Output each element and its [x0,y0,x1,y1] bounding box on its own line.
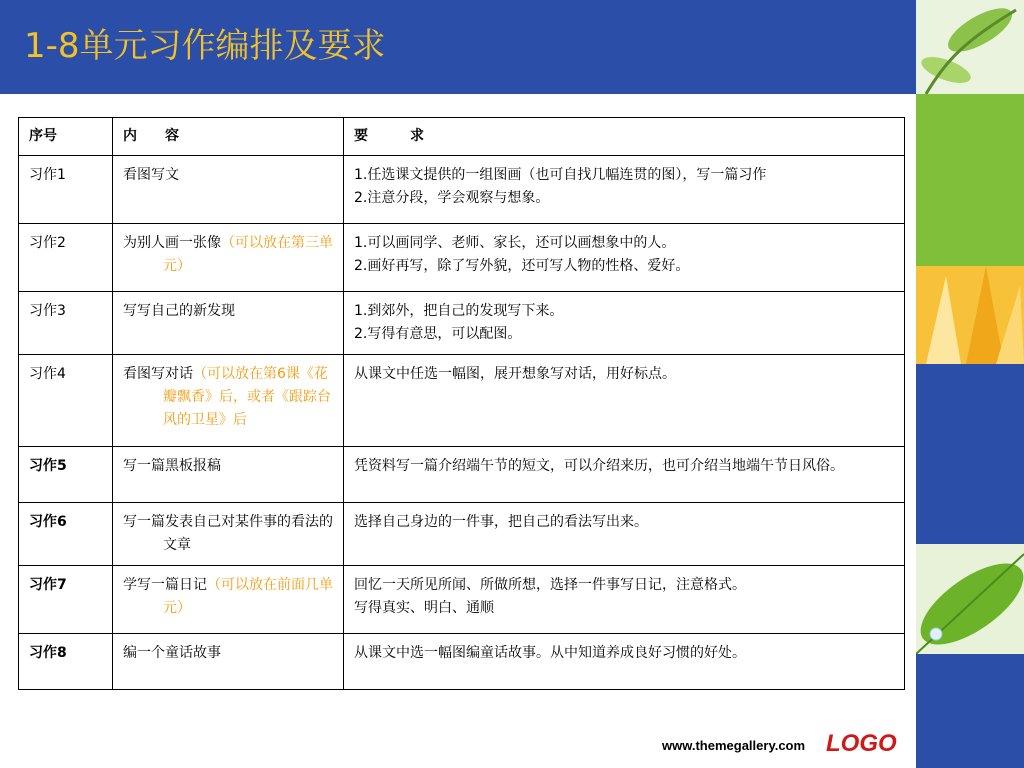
header-number: 序号 [19,118,113,156]
row-number: 习作4 [19,355,113,447]
row-number: 习作6 [19,503,113,566]
requirement-line: 从课文中选一幅图编童话故事。从中知道养成良好习惯的好处。 [354,645,746,661]
row-content [113,224,344,292]
content-text: 为别人画一张像 [123,235,221,251]
table-row [19,566,905,634]
content-text: 学写一篇日记 [123,577,207,593]
website-url[interactable]: www.themegallery.com [662,738,806,753]
row-number: 习作2 [19,224,113,292]
requirements-table [18,117,905,690]
decorative-image-column [916,0,1024,768]
requirement-line: 写得真实、明白、通顺 [354,600,494,616]
leaves-image-top [916,0,1024,94]
row-requirement [344,224,905,292]
row-content [113,292,344,355]
logo-text: LOGO [826,730,897,757]
table-row [19,156,905,224]
requirement-line: 选择自己身边的一件事，把自己的看法写出来。 [354,514,648,530]
row-content [113,634,344,690]
table-row [19,292,905,355]
requirement-line: 1.到郊外，把自己的发现写下来。 [354,303,564,319]
requirement-line: 从课文中任选一幅图，展开想象写对话，用好标点。 [354,366,676,382]
leaf-droplet-image [916,544,1024,654]
requirement-line: 2.注意分段，学会观察与想象。 [354,190,550,206]
blue-panel [916,364,1024,544]
row-content [113,566,344,634]
content-note: （可以放在第6课《花瓣飘香》后，或者《跟踪台风的卫星》后 [163,366,331,428]
content-note: （可以放在第三单元） [163,235,333,274]
row-requirement [344,503,905,566]
requirement-line: 2.画好再写，除了写外貌，还可写人物的性格、爱好。 [354,258,690,274]
content-text: 看图写文 [123,167,179,183]
row-requirement [344,447,905,503]
row-content [113,156,344,224]
flower-image [916,266,1024,364]
row-content [113,447,344,503]
table-row [19,503,905,566]
row-number: 习作3 [19,292,113,355]
blue-panel-bottom [916,654,1024,768]
row-requirement [344,566,905,634]
table-row [19,634,905,690]
requirement-line: 1.任选课文提供的一组图画（也可自找几幅连贯的图），写一篇习作 [354,167,767,183]
row-number: 习作1 [19,156,113,224]
row-content [113,503,344,566]
row-requirement [344,156,905,224]
content-text: 看图写对话 [123,366,193,382]
row-requirement [344,634,905,690]
requirement-line: 1.可以画同学、老师、家长，还可以画想象中的人。 [354,235,676,251]
row-number: 习作7 [19,566,113,634]
content-text: 写一篇发表自己对某件事的看法的文章 [123,514,333,553]
table-row [19,355,905,447]
requirement-line: 回忆一天所见所闻、所做所想，选择一件事写日记，注意格式。 [354,577,746,593]
table-row [19,224,905,292]
row-requirement [344,355,905,447]
green-panel [916,94,1024,266]
content-note: （可以放在前面几单元） [163,577,333,616]
content-text: 编一个童话故事 [123,645,221,661]
content-text: 写一篇黑板报稿 [123,458,221,474]
row-number: 习作8 [19,634,113,690]
row-content [113,355,344,447]
requirement-line: 凭资料写一篇介绍端午节的短文，可以介绍来历，也可介绍当地端午节日风俗。 [354,458,844,474]
table-header-row [19,118,905,156]
table-row [19,447,905,503]
header-content: 内 容 [113,118,344,156]
header-requirement: 要 求 [344,118,905,156]
requirement-line: 2.写得有意思，可以配图。 [354,326,522,342]
row-requirement [344,292,905,355]
content-text: 写写自己的新发现 [123,303,235,319]
row-number: 习作5 [19,447,113,503]
slide-title: 1-8单元习作编排及要求 [24,26,386,66]
